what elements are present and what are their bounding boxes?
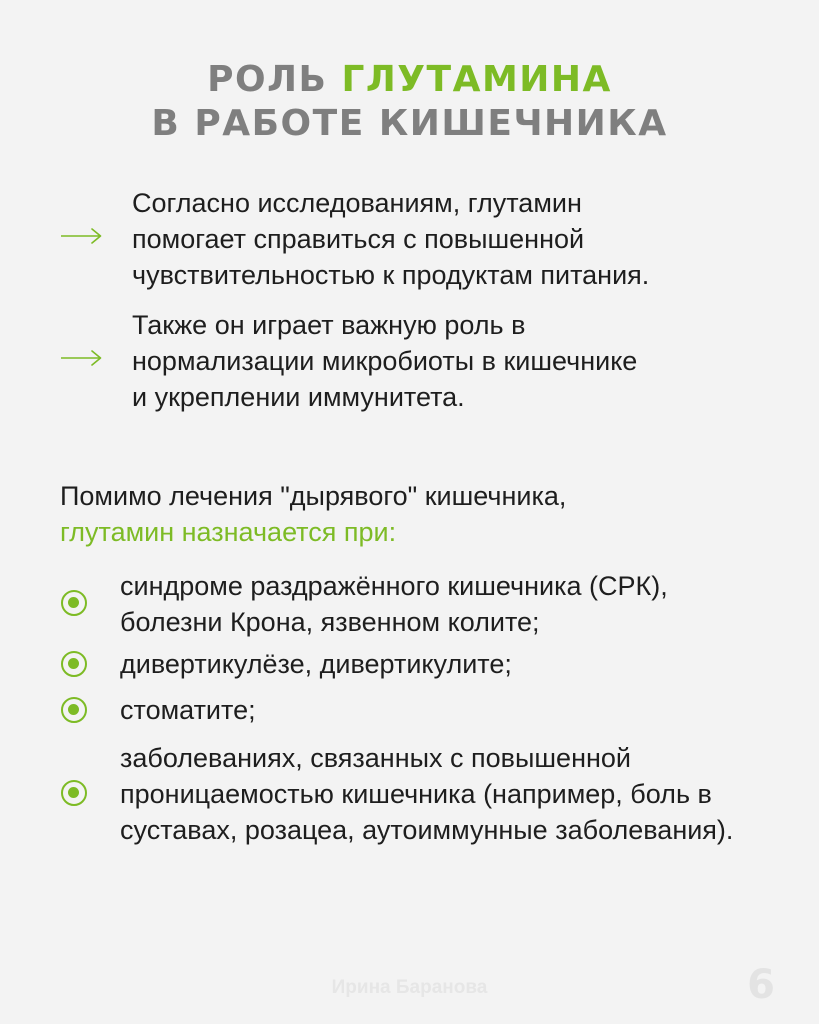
text-line: Согласно исследованиям, глутамин: [132, 188, 582, 218]
text-line: проницаемостью кишечника (например, боль в: [120, 779, 712, 809]
intro-paragraph: [60, 478, 780, 550]
arrow-block-microbiota: [60, 307, 780, 417]
arrow-right-icon: [60, 350, 102, 366]
arrow-block-text: [132, 185, 649, 293]
text-line: дивертикулёзе, дивертикулите;: [120, 649, 512, 679]
text-line: и укреплении иммунитета.: [132, 382, 465, 412]
arrow-block-research: [60, 185, 780, 295]
radio-bullet-icon: [61, 590, 87, 616]
page-number: 6: [747, 962, 775, 1008]
list-item-text: [120, 646, 512, 682]
arrow-right-icon: [60, 228, 102, 244]
intro-highlight: глутамин назначается при:: [60, 517, 397, 547]
text-line: синдроме раздражённого кишечника (СРК),: [120, 571, 668, 601]
text-line: болезни Крона, язвенном колите;: [120, 607, 540, 637]
title-line-2: В РАБОТЕ КИШЕЧНИКА: [151, 103, 668, 144]
list-item-text: [120, 692, 256, 728]
title-accent: ГЛУТАМИНА: [341, 59, 612, 100]
text-line: заболеваниях, связанных с повышенной: [120, 743, 631, 773]
text-line: чувствительностью к продуктам питания.: [132, 260, 650, 290]
list-item-text: [120, 740, 733, 848]
radio-bullet-icon: [61, 697, 87, 723]
radio-bullet-icon: [61, 651, 87, 677]
text-line: нормализации микробиоты в кишечнике: [132, 346, 638, 376]
text-line: стоматите;: [120, 695, 256, 725]
title-part-1: РОЛЬ: [207, 59, 342, 100]
title-line-1: [0, 58, 819, 102]
author-watermark: Ирина Баранова: [331, 977, 488, 998]
text-line: суставах, розацеа, аутоиммунные заболевания).: [120, 815, 734, 845]
text-line: помогает справиться с повышенной: [132, 224, 585, 254]
list-item-text: [120, 568, 668, 640]
arrow-block-text: [132, 307, 637, 415]
text-line: Также он играет важную роль в: [132, 310, 526, 340]
radio-bullet-icon: [61, 780, 87, 806]
page-title: [0, 58, 819, 146]
intro-line: Помимо лечения "дырявого" кишечника,: [60, 481, 567, 511]
